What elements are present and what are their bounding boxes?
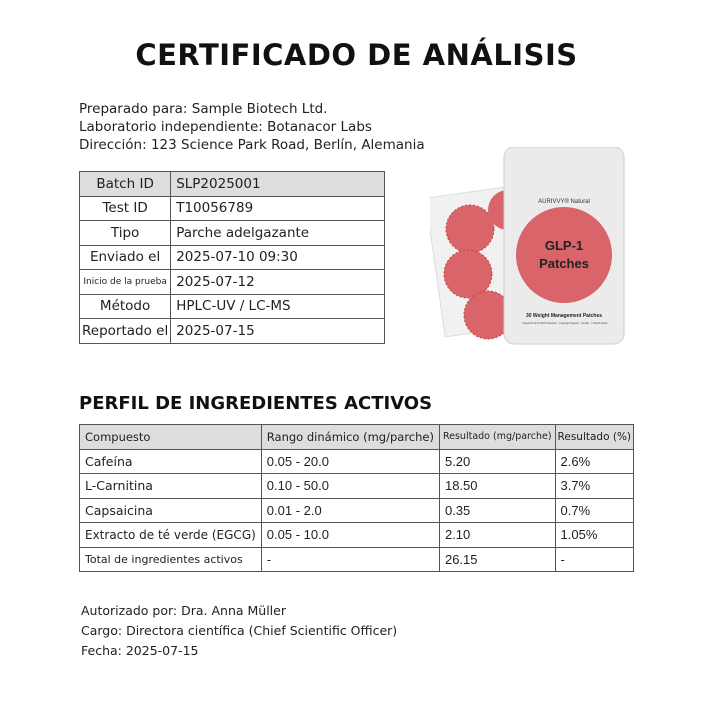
prepared-for: Preparado para: Sample Biotech Ltd. <box>79 101 328 117</box>
cell: 26.15 <box>439 547 555 572</box>
cell: 0.10 - 50.0 <box>261 474 439 499</box>
header-cell: Rango dinámico (mg/parche) <box>261 425 439 450</box>
svg-text:AURIVVY® Natural: AURIVVY® Natural <box>538 199 590 205</box>
header-cell: Resultado (%) <box>555 425 633 450</box>
batch-info-table <box>79 171 385 344</box>
authorized-by: Autorizado por: Dra. Anna Müller <box>81 603 286 618</box>
svg-text:GLP-1: GLP-1 <box>544 238 584 253</box>
label: Inicio de la prueba <box>80 270 171 295</box>
table-row <box>80 196 385 221</box>
value: 2025-07-12 <box>171 270 385 295</box>
cell: 0.05 - 20.0 <box>261 449 439 474</box>
value: 2025-07-10 09:30 <box>171 245 385 270</box>
table-row <box>80 294 385 319</box>
label: Tipo <box>80 221 171 246</box>
cell: 18.50 <box>439 474 555 499</box>
address: Dirección: 123 Science Park Road, Berlín, Alemania <box>79 137 425 153</box>
cell: 0.7% <box>555 498 633 523</box>
ingredients-table <box>79 424 634 572</box>
cell: 0.05 - 10.0 <box>261 523 439 548</box>
table-row <box>80 319 385 344</box>
svg-text:30 Weight Management Patches: 30 Weight Management Patches <box>525 313 603 319</box>
product-image <box>430 147 630 347</box>
table-row <box>80 474 634 499</box>
cell: 0.35 <box>439 498 555 523</box>
cell: - <box>261 547 439 572</box>
cell: L-Carnitina <box>80 474 262 499</box>
table-row <box>80 449 634 474</box>
svg-text:· Supports GLP-Old Production: · Supports GLP-Old Production · Cravings Support · Gentle · 1 Month Pack <box>520 322 608 325</box>
cell: 0.01 - 2.0 <box>261 498 439 523</box>
label: Reportado el <box>80 319 171 344</box>
cell: Cafeína <box>80 449 262 474</box>
label: Test ID <box>80 196 171 221</box>
cell: 3.7% <box>555 474 633 499</box>
value: 2025-07-15 <box>171 319 385 344</box>
label: Método <box>80 294 171 319</box>
header-cell: Compuesto <box>80 425 262 450</box>
cell: Total de ingredientes activos <box>80 547 262 572</box>
table-header <box>80 425 634 450</box>
table-row <box>80 172 385 197</box>
value: T10056789 <box>171 196 385 221</box>
page-title: CERTIFICADO DE ANÁLISIS <box>135 38 578 72</box>
cell: 5.20 <box>439 449 555 474</box>
cell: 2.10 <box>439 523 555 548</box>
cell: 2.6% <box>555 449 633 474</box>
header-cell: Resultado (mg/parche) <box>439 425 555 450</box>
table-row <box>80 547 634 572</box>
cell: Extracto de té verde (EGCG) <box>80 523 262 548</box>
prepared-info <box>79 100 425 154</box>
value: HPLC-UV / LC-MS <box>171 294 385 319</box>
signature-block <box>81 601 397 661</box>
cell: 1.05% <box>555 523 633 548</box>
value: SLP2025001 <box>171 172 385 197</box>
table-row <box>80 498 634 523</box>
cell: - <box>555 547 633 572</box>
laboratory: Laboratorio independiente: Botanacor Labs <box>79 119 372 135</box>
position: Cargo: Directora científica (Chief Scientific Officer) <box>81 623 398 638</box>
cell: Capsaicina <box>80 498 262 523</box>
svg-text:Patches: Patches <box>539 256 589 271</box>
label: Batch ID <box>80 172 171 197</box>
table-row <box>80 221 385 246</box>
table-row <box>80 270 385 295</box>
section-heading: PERFIL DE INGREDIENTES ACTIVOS <box>79 393 433 414</box>
table-row <box>80 523 634 548</box>
label: Enviado el <box>80 245 171 270</box>
value: Parche adelgazante <box>171 221 385 246</box>
table-row <box>80 245 385 270</box>
date: Fecha: 2025-07-15 <box>81 643 199 658</box>
